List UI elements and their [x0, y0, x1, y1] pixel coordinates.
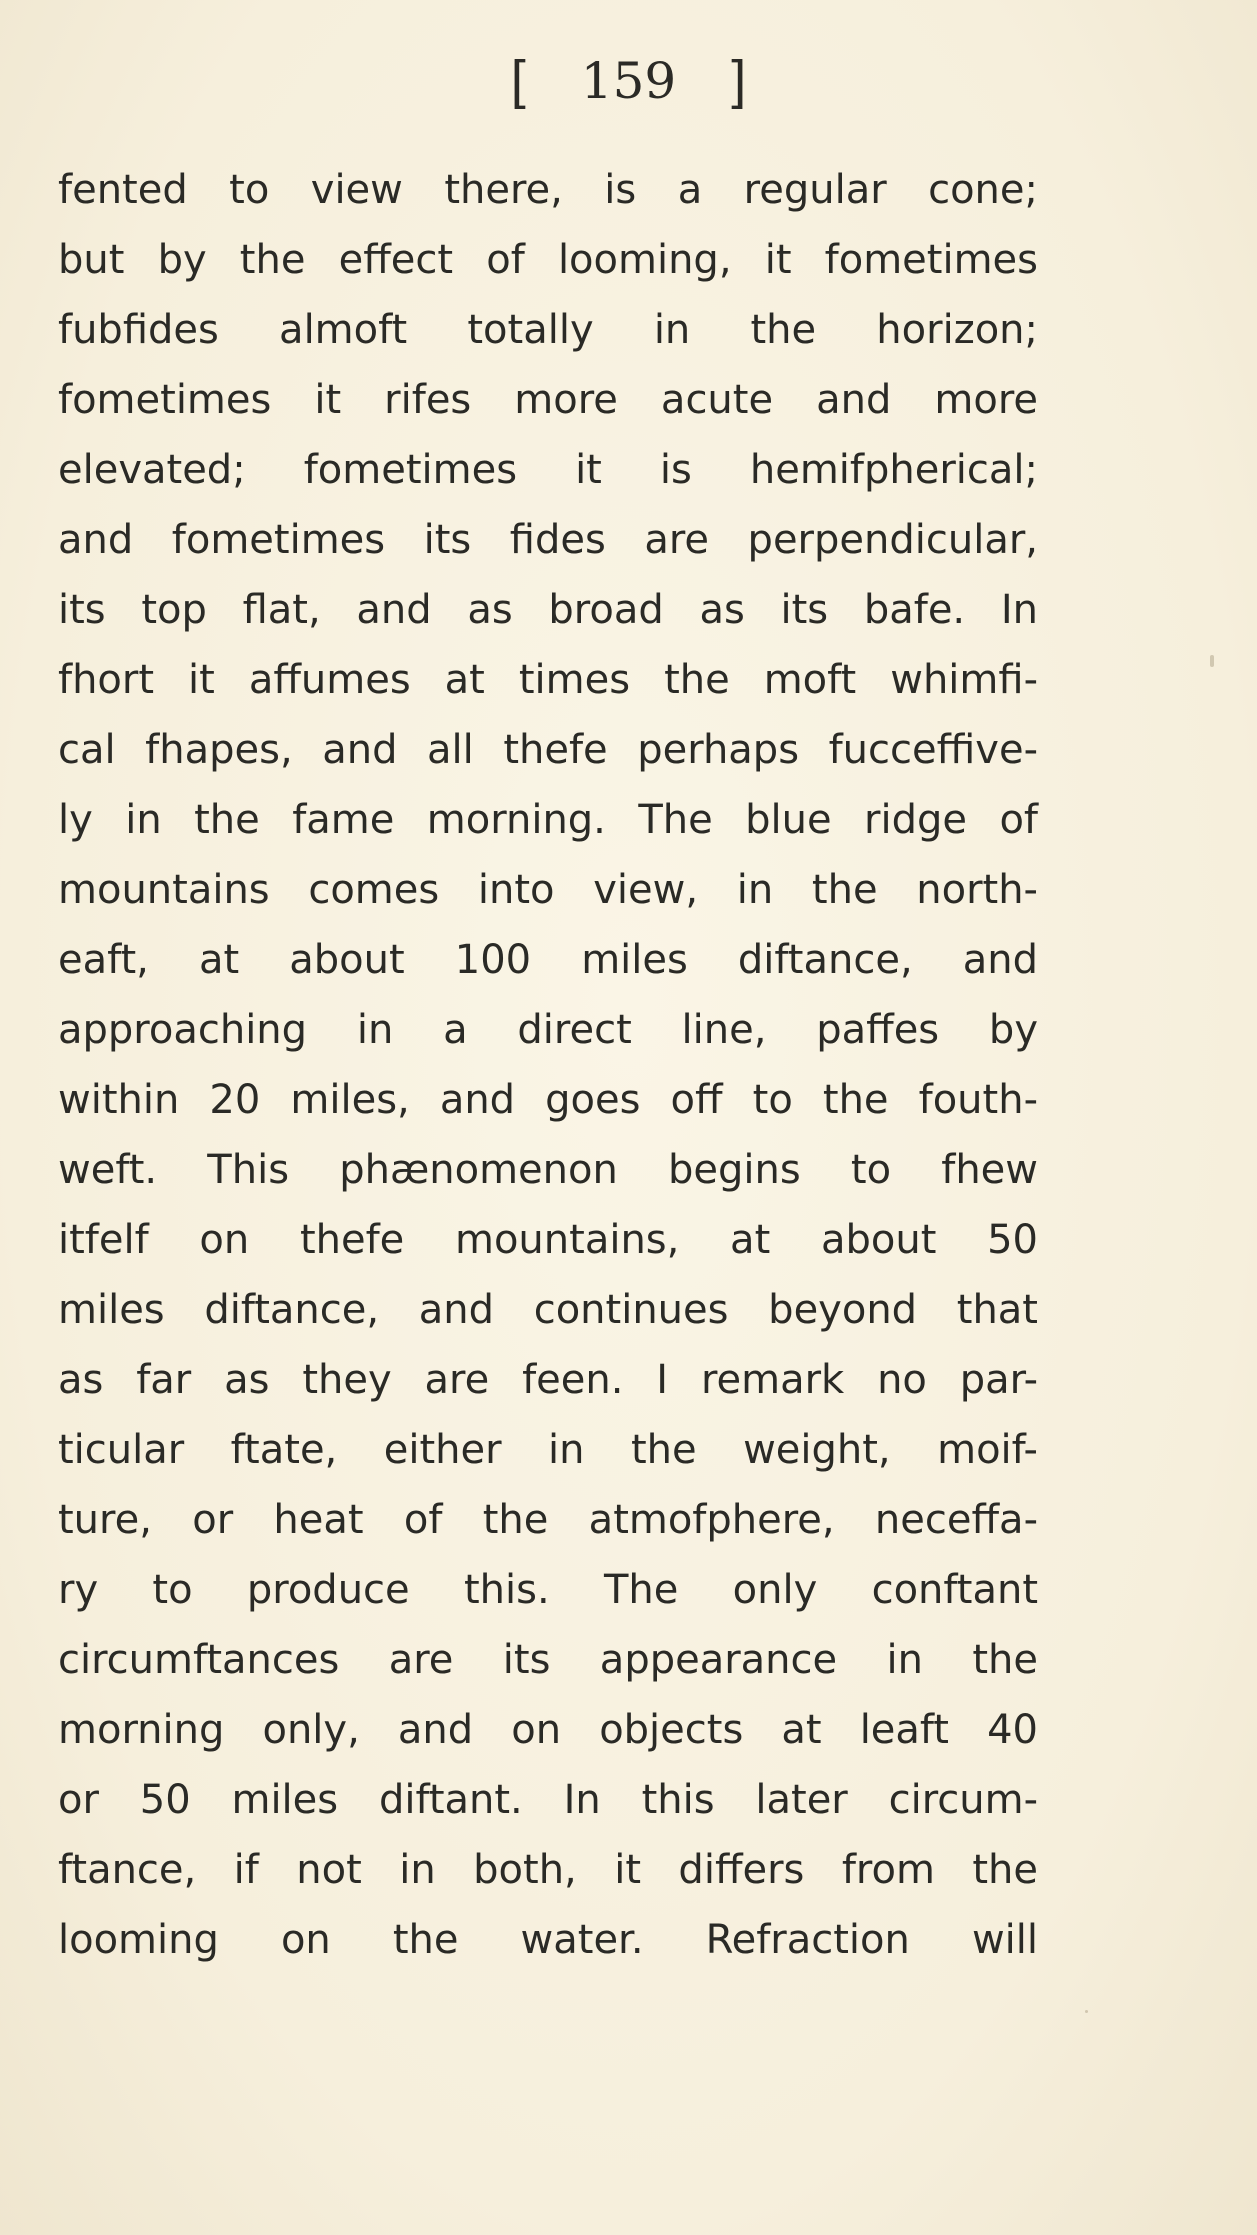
left-bracket: [: [510, 50, 526, 110]
text-line: ly in the fame morning. The blue ridge of: [58, 797, 1038, 843]
text-line: elevated; fometimes it is hemifpherical;: [58, 447, 1038, 493]
paper-speck: [1085, 2010, 1088, 2013]
text-line: weft. This phænomenon begins to fhew: [58, 1147, 1038, 1193]
page-number: 159: [580, 52, 677, 110]
text-line: fubfides almoft totally in the horizon;: [58, 307, 1038, 353]
right-bracket: ]: [731, 50, 747, 110]
body-text: [58, 155, 1038, 1975]
text-line: as far as they are feen. I remark no par-: [58, 1357, 1038, 1403]
page-header: [0, 48, 1257, 111]
paper-speck: [1210, 655, 1214, 667]
text-line: cal fhapes, and all thefe perhaps fucceffive-: [58, 727, 1038, 773]
text-line: circumftances are its appearance in the: [58, 1637, 1038, 1683]
text-line: within 20 miles, and goes off to the fouth-: [58, 1077, 1038, 1123]
text-line: fometimes it rifes more acute and more: [58, 377, 1038, 423]
text-line: or 50 miles diftant. In this later circum-: [58, 1777, 1038, 1823]
text-line: fented to view there, is a regular cone;: [58, 167, 1038, 213]
text-line: ticular ftate, either in the weight, moif-: [58, 1427, 1038, 1473]
text-line: ry to produce this. The only conftant: [58, 1567, 1038, 1613]
text-line: eaft, at about 100 miles diftance, and: [58, 937, 1038, 983]
text-line: fhort it affumes at times the moft whimfi-: [58, 657, 1038, 703]
text-line: ture, or heat of the atmofphere, neceffa-: [58, 1497, 1038, 1543]
text-line: ftance, if not in both, it differs from the: [58, 1847, 1038, 1893]
text-line: looming on the water. Refraction will: [58, 1917, 1038, 1963]
text-line: mountains comes into view, in the north-: [58, 867, 1038, 913]
text-line: and fometimes its fides are perpendicular,: [58, 517, 1038, 563]
text-line: itfelf on thefe mountains, at about 50: [58, 1217, 1038, 1263]
text-line: morning only, and on objects at leaft 40: [58, 1707, 1038, 1753]
text-line: its top flat, and as broad as its bafe. In: [58, 587, 1038, 633]
text-line: miles diftance, and continues beyond that: [58, 1287, 1038, 1333]
text-line: but by the effect of looming, it fometimes: [58, 237, 1038, 283]
text-line: approaching in a direct line, paffes by: [58, 1007, 1038, 1053]
